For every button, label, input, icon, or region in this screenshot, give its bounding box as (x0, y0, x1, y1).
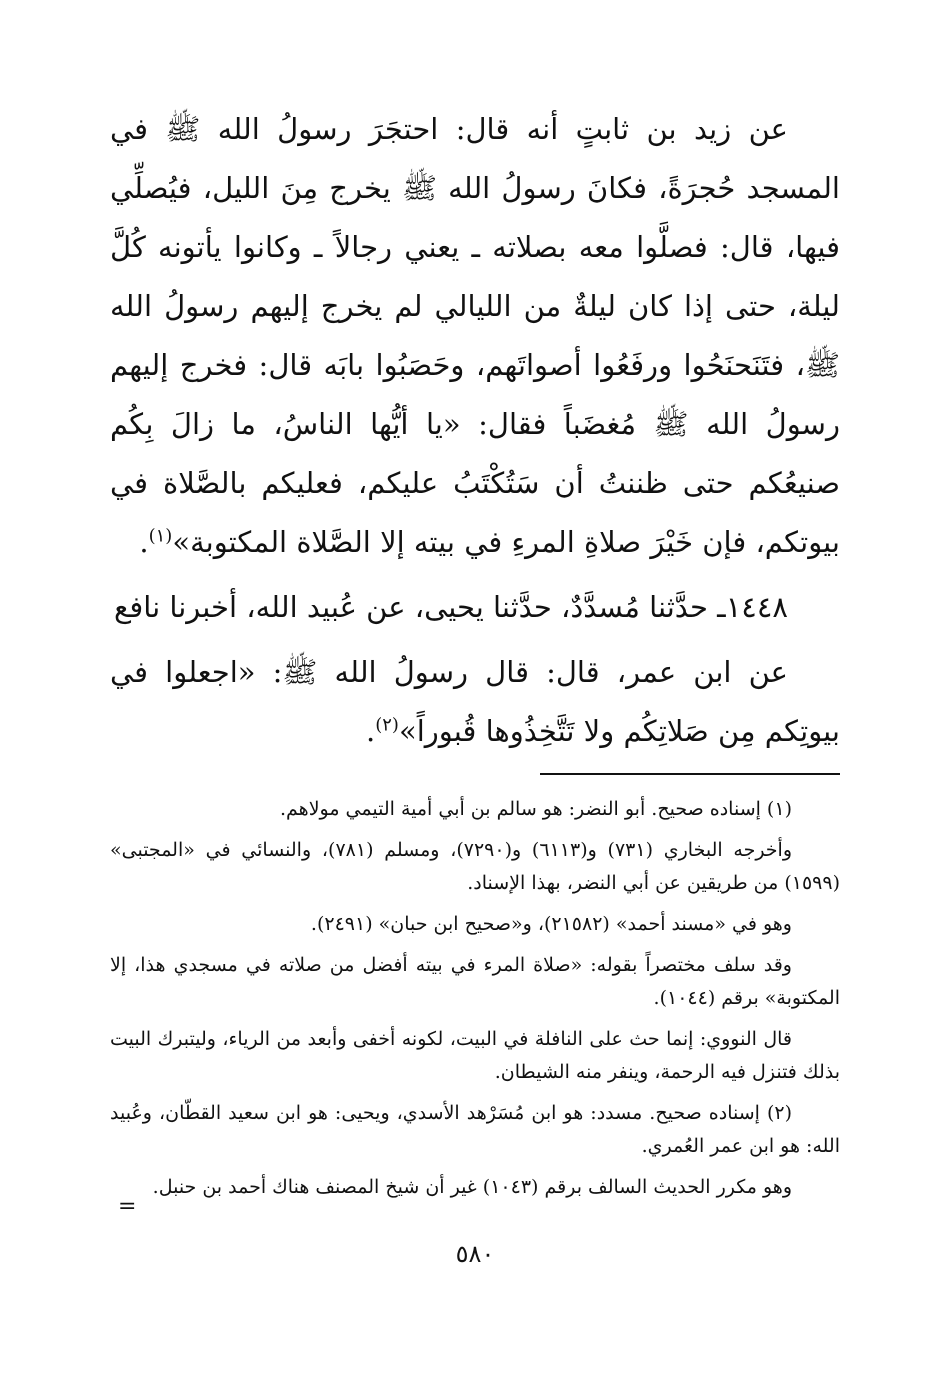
hadith-text-1-end: . (139, 525, 149, 559)
hadith-text-1 (110, 100, 840, 572)
footnote-1-takhrij: وأخرجه البخاري (٧٣١) و(٦١١٣) و(٧٢٩٠)، ومسلم (٧٨١)، والنسائي في «المجتبى» (١٥٩٩) من طريقين عن أبي النضر، بهذا الإسناد. (110, 839, 840, 894)
footnote-1-nawawi: قال النووي: إنما حث على النافلة في البيت، لكونه أخفى وأبعد من الرياء، وليتبرك البيت بذلك فتنزل فيه الرحمة، وينفر منه الشيطان. (110, 1028, 840, 1083)
page-number: ٥٨٠ (455, 1240, 495, 1268)
hadith-number-heading: ١٤٤٨ـ حدَّثنا مُسدَّدٌ، حدَّثنا يحيى، عن عُبيد الله، أخبرنا نافع (113, 590, 788, 624)
footnote-2-line: (٢) إسناده صحيح. مسدد: هو ابن مُسَرْهد الأسدي، ويحيى: هو ابن سعيد القطّان، وعُبيد الله: هو ابن عمر العُمري. (110, 1102, 840, 1157)
main-text (110, 100, 840, 761)
footnotes (110, 793, 840, 1204)
footnote-separator (540, 773, 840, 775)
footnote-ref-1: (١) (148, 525, 173, 547)
footnote-2-repeat: وهو مكرر الحديث السالف برقم (١٠٤٣) غير أن شيخ المصنف هناك أحمد بن حنبل. (152, 1176, 792, 1198)
continuation-marker: = (118, 1194, 137, 1219)
footnote-1-previous: وقد سلف مختصراً بقوله: «صلاة المرء في بيته أفضل من صلاته في مسجدي هذا، إلا المكتوبة» برقم (١٠٤٤). (110, 954, 840, 1009)
hadith-text-2 (110, 643, 840, 761)
footnote-ref-2: (٢) (375, 714, 399, 736)
footnote-1-line: (١) إسناده صحيح. أبو النضر: هو سالم بن أبي أمية التيمي مولاهم. (279, 798, 792, 820)
hadith-text-1-body: عن زيد بن ثابتٍ أنه قال: احتجَرَ رسولُ الله ﷺ في المسجد حُجرَةً، فكانَ رسولُ الله ﷺ يخرج مِنَ الليل، فيُصلِّي فيها، قال: فصلَّوا معه بصلاته ـ يعني رجالاً ـ وكانوا يأتونه كُلَّ ليلة، حتى إذا كان ليلةٌ من الليالي لم يخرج إليهم رسولُ الله ﷺ، فتَنَحنَحُوا ورفَعُوا أصواتَهم، وحَصَبُوا بابَه قال: فخرج إليهم رسولُ الله ﷺ مُغضَباً فقال: «يا أيُّها الناسُ، ما زالَ بِكُم صنيعُكم حتى ظننتُ أن سَتُكْتَبُ عليكم، فعليكم بالصَّلاة في بيوتكم، فإن خَيْرَ صلاةِ المرءِ في بيته إلا الصَّلاة المكتوبة» (110, 112, 840, 559)
hadith-text-2-end: . (366, 714, 376, 748)
hadith-text-2-body: عن ابن عمر، قال: قال رسولُ الله ﷺ: «اجعلوا في بيوتِكم مِن صَلاتِكُم ولا تَتَّخِذُوها قُبوراً» (110, 655, 840, 748)
footnote-1-musnad: وهو في «مسند أحمد» (٢١٥٨٢)، و«صحيح ابن حبان» (٢٤٩١). (310, 913, 792, 935)
